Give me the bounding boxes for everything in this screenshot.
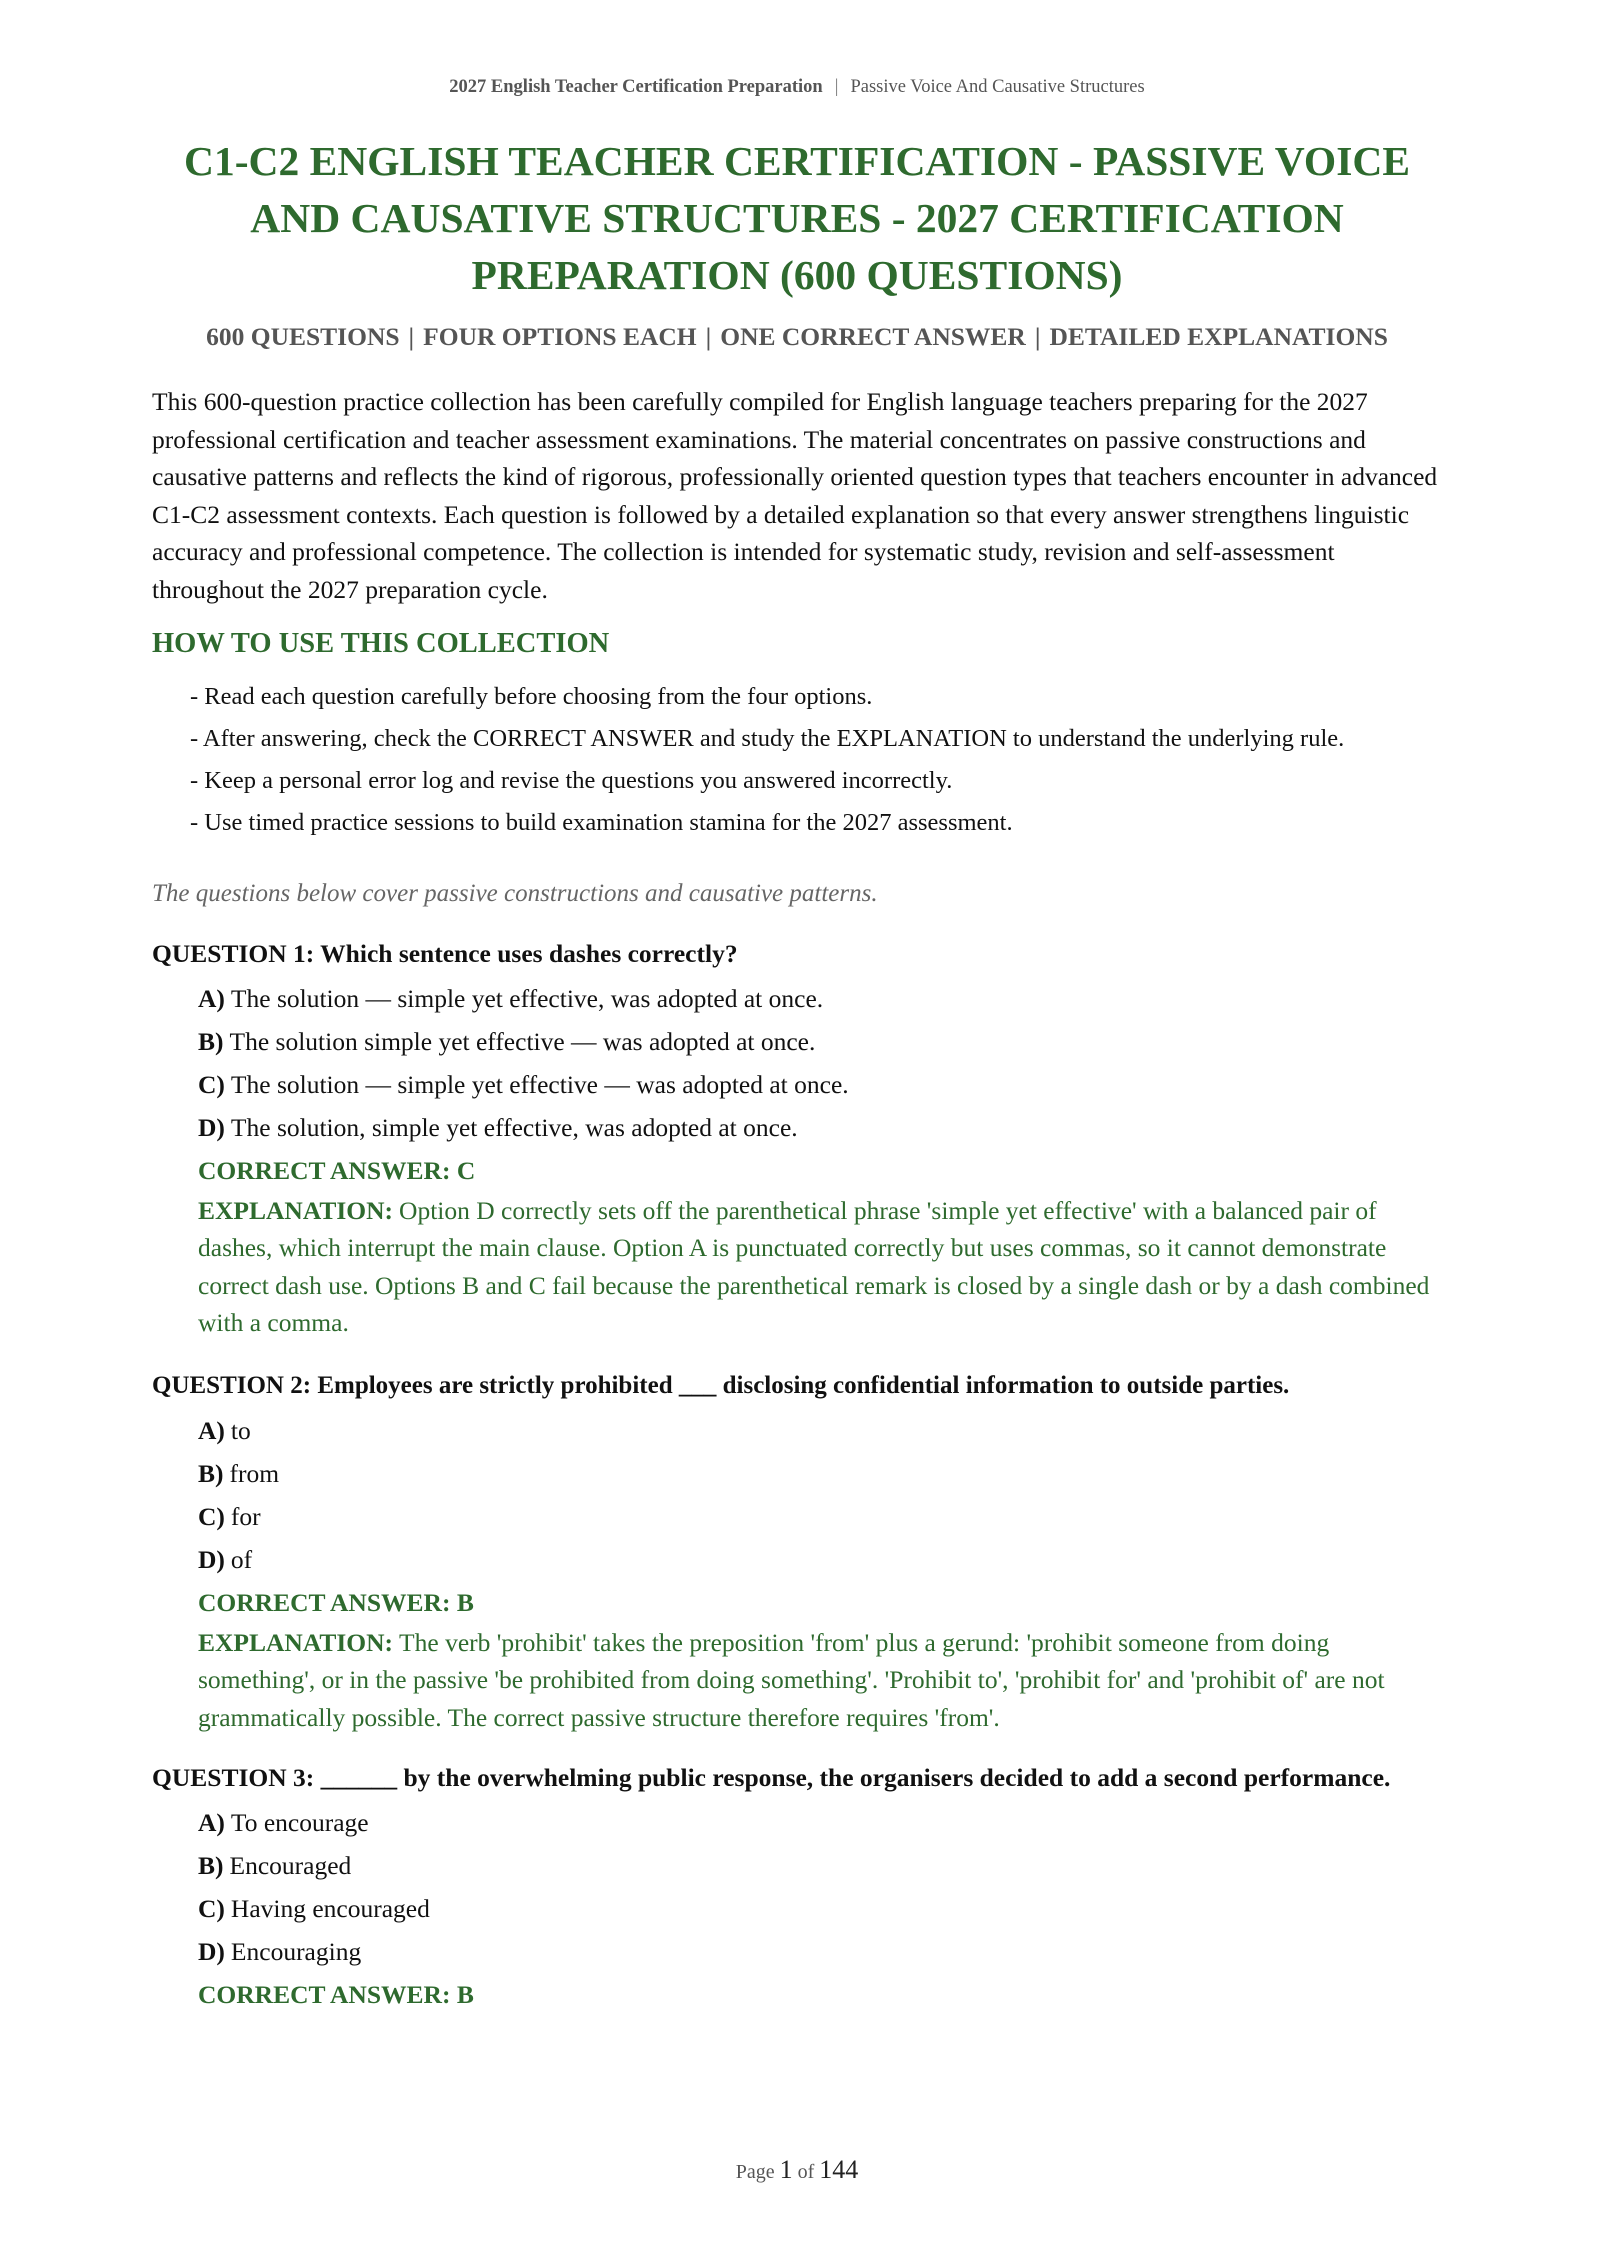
question-block: [152, 1367, 1442, 1736]
option-letter: B): [198, 1026, 224, 1056]
option-list: [198, 1409, 1442, 1581]
section-note: The questions below cover passive constructions and causative patterns.: [152, 880, 878, 907]
option-letter: A): [198, 1807, 225, 1837]
question-stem: [152, 1759, 1442, 1797]
option-d: [198, 1106, 1442, 1149]
option-letter: A): [198, 1415, 225, 1445]
option-letter: D): [198, 1544, 225, 1574]
option-text: from: [229, 1458, 280, 1488]
meta-item: ONE CORRECT ANSWER: [720, 322, 1026, 351]
option-list: [198, 977, 1442, 1149]
option-b: [198, 1452, 1442, 1495]
meta-separator: |: [408, 322, 415, 351]
running-header: [152, 77, 1442, 98]
explanation: [198, 1192, 1442, 1342]
option-text: of: [230, 1544, 253, 1574]
running-header-collection: 2027 English Teacher Certification Preparation: [449, 77, 823, 97]
option-letter: D): [198, 1112, 225, 1142]
option-text: The solution — simple yet effective, was adopted at once.: [230, 983, 824, 1013]
how-to-item: - Use timed practice sessions to build examination stamina for the 2027 assessment.: [190, 809, 1013, 836]
how-to-heading: HOW TO USE THIS COLLECTION: [152, 628, 610, 659]
option-text: To encourage: [230, 1807, 369, 1837]
option-a: [198, 1801, 1442, 1844]
question-label: QUESTION 3:: [152, 1763, 315, 1792]
option-letter: B): [198, 1458, 224, 1488]
intro-paragraph: This 600-question practice collection has been carefully compiled for English language teachers preparing for the 2027 professional certification and teacher assessment examinations. The material concentrates on passive constructions and causative patterns and reflects the kind of rigorous, professionally oriented question types that teachers encounter in advanced C1-C2 assessment contexts. Each question is followed by a detailed explanation so that every answer strengthens linguistic accuracy and professional competence. The collection is intended for systematic study, revision and self-assessment throughout the 2027 preparation cycle.: [152, 387, 1438, 604]
document-title: C1-C2 ENGLISH TEACHER CERTIFICATION - PASSIVE VOICE AND CAUSATIVE STRUCTURES - 2027 CERTIFICATION PREPARATION (600 QUESTIONS): [183, 138, 1411, 298]
how-to-item: - After answering, check the CORRECT ANSWER and study the EXPLANATION to understand the underlying rule.: [190, 725, 1345, 752]
explanation-text: The verb 'prohibit' takes the preposition 'from' plus a gerund: 'prohibit someone from doing something', or in the passive 'be prohibited from doing something'. 'Prohibit to', 'prohibit for' and 'prohibit of' are not grammatically possible. The correct passive structure therefore requires 'from'.: [198, 1627, 1385, 1732]
option-text: The solution — simple yet effective — was adopted at once.: [230, 1069, 849, 1099]
question-block: [152, 1759, 1442, 2016]
option-letter: C): [198, 1069, 225, 1099]
how-to-list: [190, 678, 1440, 846]
how-to-item: - Read each question carefully before choosing from the four options.: [190, 683, 873, 710]
option-text: The solution simple yet effective — was adopted at once.: [229, 1026, 816, 1056]
option-text: Having encouraged: [230, 1893, 430, 1923]
option-c: [198, 1063, 1442, 1106]
option-list: [198, 1801, 1442, 1973]
running-header-separator: |: [834, 77, 839, 97]
option-c: [198, 1495, 1442, 1538]
option-text: Encouraged: [229, 1850, 352, 1880]
option-letter: C): [198, 1501, 225, 1531]
option-b: [198, 1020, 1442, 1063]
option-letter: C): [198, 1893, 225, 1923]
running-header-topic: Passive Voice And Causative Structures: [850, 77, 1145, 97]
how-to-item: - Keep a personal error log and revise the questions you answered incorrectly.: [190, 767, 953, 794]
page-total: 144: [819, 2155, 859, 2184]
correct-answer: CORRECT ANSWER: C: [198, 1155, 476, 1185]
meta-separator: |: [1034, 322, 1041, 351]
question-label: QUESTION 2:: [152, 1372, 312, 1399]
option-a: [198, 1409, 1442, 1452]
meta-line: [152, 322, 1442, 352]
explanation-text: Option D correctly sets off the parenthetical phrase 'simple yet effective' with a balanced pair of dashes, which interrupt the main clause. Option A is punctuated correctly but uses commas, so it cannot demonstrate correct dash use. Options B and C fail because the parenthetical remark is closed by a single dash or by a dash combined with a comma.: [198, 1195, 1430, 1337]
option-d: [198, 1538, 1442, 1581]
explanation-label: EXPLANATION:: [198, 1195, 394, 1225]
page-word: Page: [735, 2161, 775, 2183]
option-text: for: [230, 1501, 261, 1531]
explanation: [198, 1624, 1442, 1737]
option-letter: B): [198, 1850, 224, 1880]
option-text: to: [230, 1415, 251, 1445]
of-word: of: [797, 2161, 815, 2183]
question-label: QUESTION 1:: [152, 939, 315, 968]
question-stem: [152, 1367, 1442, 1405]
option-letter: A): [198, 983, 225, 1013]
meta-item: 600 QUESTIONS: [206, 322, 400, 351]
option-c: [198, 1887, 1442, 1930]
option-a: [198, 977, 1442, 1020]
option-d: [198, 1930, 1442, 1973]
option-letter: D): [198, 1936, 225, 1966]
question-text: Which sentence uses dashes correctly?: [320, 939, 738, 968]
meta-separator: |: [705, 322, 712, 351]
question-text: Employees are strictly prohibited ___ disclosing confidential information to outside parties.: [317, 1372, 1290, 1399]
meta-item: DETAILED EXPLANATIONS: [1049, 322, 1388, 351]
meta-item: FOUR OPTIONS EACH: [423, 322, 697, 351]
page-footer: [152, 2155, 1442, 2185]
question-text: ______ by the overwhelming public response, the organisers decided to add a second performance.: [320, 1763, 1391, 1792]
page-number: 1: [779, 2155, 793, 2184]
question-stem: [152, 935, 1442, 973]
correct-answer: CORRECT ANSWER: B: [198, 1979, 474, 2009]
option-text: The solution, simple yet effective, was adopted at once.: [230, 1112, 798, 1142]
option-text: Encouraging: [230, 1936, 362, 1966]
explanation-label: EXPLANATION:: [198, 1627, 394, 1657]
question-block: [152, 935, 1442, 1342]
correct-answer: CORRECT ANSWER: B: [198, 1587, 474, 1617]
option-b: [198, 1844, 1442, 1887]
